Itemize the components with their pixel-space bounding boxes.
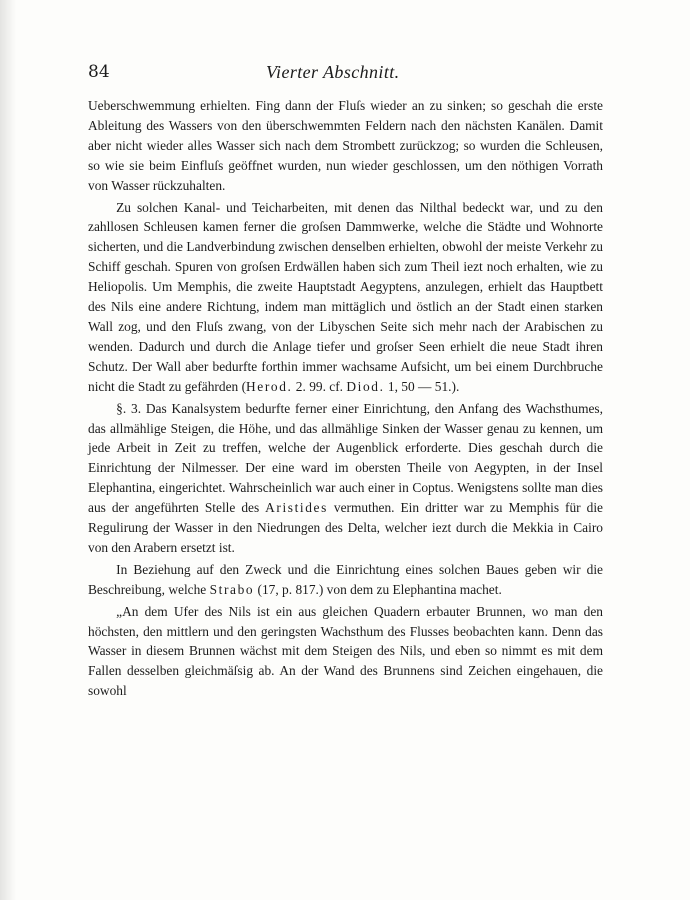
paragraph-text: (17, p. 817.) von dem zu Elephantina machet. [254,581,502,597]
cited-name: Aristides [265,500,328,516]
paragraph-1 [88,96,603,196]
running-head: Vierter Abschnitt. [266,62,400,82]
citation-ref: 2. 99. cf. [292,378,347,394]
paragraph-text: Zu solchen Kanal- und Teicharbeiten, mit denen das Nilthal bedeckt war, und zu den zahllosen Schleusen kamen ferner die groſsen Dammwerke, welche die Städte und Wohnorte sicherten, und die Landverbindung zwischen denselben erhielten, obwohl der meiste Verkehr zu Schiff geschah. Spuren von groſsen Erdwällen haben sich zum Theil iezt noch erhalten, wie zu Heliopolis. Um Memphis, die zweite Hauptstadt Aegyptens, anzulegen, erhielt das Hauptbett des Nils eine andere Richtung, indem man mittäglich und östlich an der Stadt einen starken Wall zog, und den Fluſs zwang, von der Libyschen Seite sich mehr nach der Arabischen zu wenden. Dadurch und durch die Anlage tiefer und groſser Seen erhielt die neue Stadt ihren Schutz. Der Wall aber bedurfte forthin immer wachsame Aufsicht, um bei einem Durchbruche nicht die Stadt zu gefährden ( [88,199,603,394]
page-header [88,62,608,88]
paragraph-text: In Beziehung auf den Zweck und die Einrichtung eines solchen Baues geben wir die Beschreibung, welche [88,561,603,597]
page-number: 84 [88,62,110,82]
paragraph-text: vermuthen. Ein dritter war zu Memphis für die Regulirung der Wasser in den Niedrungen des Delta, welcher iezt durch die Mekkia in Cairo von den Arabern ersetzt ist. [88,500,603,555]
paragraph-3 [88,399,603,558]
paragraph-4 [88,560,603,600]
citation-author: Herod. [246,378,293,394]
citation-ref: 1, 50 — 51.). [384,378,460,394]
paragraph-text: §. 3. Das Kanalsystem bedurfte ferner einer Einrichtung, den Anfang des Wachsthumes, das allmählige Steigen, die Höhe, und das allmählige Sinken der Wasser genau zu kennen, um jede Arbeit in Zeit zu treffen, welche der Augenblick erforderte. Dies geschah durch die Einrichtung der Nilmesser. Der eine ward im obersten Theile von Aegypten, in der Insel Elephantina, eingerichtet. Wahrscheinlich war auch einer in Coptus. Wenigstens sollte man dies aus der angeführten Stelle des [88,400,603,516]
citation-author: Diod. [346,378,385,394]
paragraph-5 [88,602,603,702]
cited-name: Strabo [209,581,255,597]
paragraph-2 [88,198,603,397]
paragraph-text: „An dem Ufer des Nils ist ein aus gleichen Quadern erbauter Brunnen, wo man den höchsten, den mittlern und den geringsten Wachsthum des Flusses beobachten kann. Denn das Wasser in diesem Brunnen wächst mit dem Steigen des Nils, und eben so nimmt es mit dem Fallen desselben gleichmäſsig ab. An der Wand des Brunnens sind Zeichen eingehauen, die sowohl [88,603,603,699]
spine-shadow [0,0,16,900]
paragraph-text: Ueberschwemmung erhielten. Fing dann der Fluſs wieder an zu sinken; so geschah die erste Ableitung des Wassers von den überschwemmten Feldern nach den nächsten Kanälen. Damit aber nicht wieder alles Wasser sich nach dem Strombett zurückzog; so wurden die Schleusen, so wie sie beim Einfluſs geöffnet wurden, nun wieder geschlossen, um den nöthigen Vorrath von Wasser rückzuhalten. [88,98,603,193]
body-text [88,96,603,703]
